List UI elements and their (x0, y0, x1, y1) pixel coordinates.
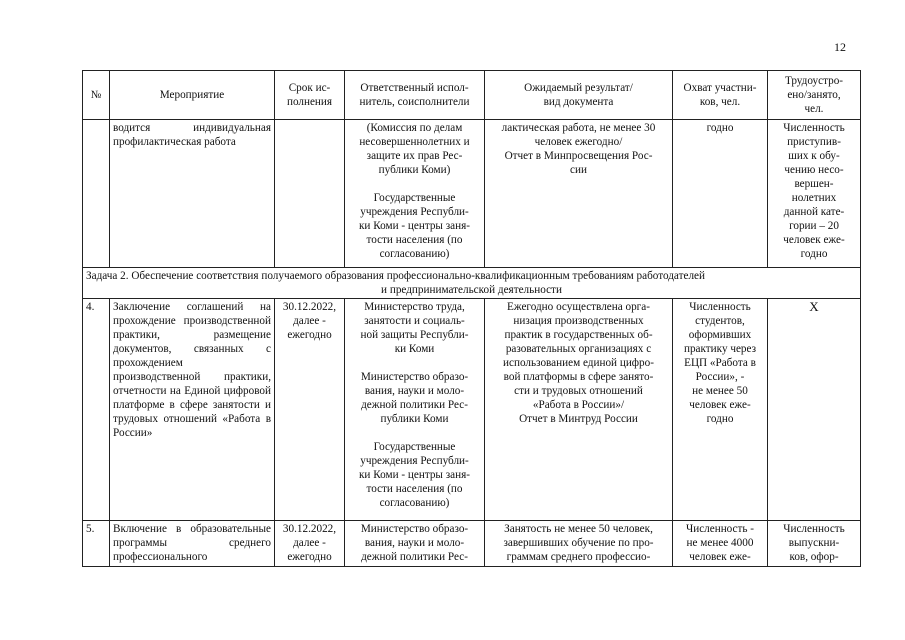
plan-table (82, 70, 861, 567)
page-number: 12 (834, 40, 846, 54)
cell-employed: Численность выпускни- ков, офор- (768, 521, 861, 567)
cell-result: Занятость не менее 50 человек, завершивших обучение по про- граммам среднего профессио- (485, 521, 673, 567)
cell-deadline: 30.12.2022, далее - ежегодно (275, 299, 345, 521)
cell-num (83, 120, 110, 268)
cell-employed: Численность приступив- ших к обу- чению несо- вершен- нолетних данной кате- гории – 20 человек еже- годно (768, 120, 861, 268)
header-result: Ожидаемый результат/ вид документа (485, 71, 673, 120)
cell-deadline: 30.12.2022, далее - ежегодно (275, 521, 345, 567)
cell-coverage: Численность - не менее 4000 человек еже- (673, 521, 768, 567)
cell-responsible: Министерство труда, занятости и социаль- ной защиты Республи- ки Коми Министерство образо- вания, науки и моло- дежной политики Рес- публики Коми Государственные учреждения Республи- ки Коми - центры заня- тости населения (по согласованию) (345, 299, 485, 521)
table-row-5 (83, 521, 861, 567)
cell-result: лактическая работа, не менее 30 человек ежегодно/ Отчет в Минпросвещения Рос- сии (485, 120, 673, 268)
task-heading (83, 268, 861, 299)
task-heading-line2: и предпринимательской деятельности (381, 284, 562, 296)
task-row (83, 268, 861, 299)
task-heading-line1: Задача 2. Обеспечение соответствия получаемого образования профессионально-квалификационным требованиям работодателей (86, 270, 705, 282)
cell-result: Ежегодно осуществлена орга- низация производственных практик в государственных об- разовательных организациях с использованием единой цифро- вой платформы в сфере занято- сти и трудовых отношений «Работа в России»/ Отчет в Минтруд России (485, 299, 673, 521)
table-header-row (83, 71, 861, 120)
header-employed: Трудоустро- ено/занято, чел. (768, 71, 861, 120)
table-row-4 (83, 299, 861, 521)
header-coverage: Охват участни- ков, чел. (673, 71, 768, 120)
cell-responsible: (Комиссия по делам несовершеннолетних и защите их прав Рес- публики Коми) Государственные учреждения Республи- ки Коми - центры заня- тости населения (по согласованию) (345, 120, 485, 268)
cell-event: Включение в образовательные программы среднего профессионального (110, 521, 275, 567)
cell-employed: Х (768, 299, 861, 521)
cell-event: Заключение соглашений на прохождение производственной практики, размещение документов, связанных с прохождением производственной практики, отчетности на Единой цифровой платформе в сфере занятости и трудовых отношений «Работа в России» (110, 299, 275, 521)
cell-num: 4. (83, 299, 110, 521)
header-deadline: Срок ис- полнения (275, 71, 345, 120)
header-event: Мероприятие (110, 71, 275, 120)
cell-deadline (275, 120, 345, 268)
cell-responsible: Министерство образо- вания, науки и моло- дежной политики Рес- (345, 521, 485, 567)
header-num: № (83, 71, 110, 120)
cell-event: водится индивидуальная профилактическая работа (110, 120, 275, 268)
cell-num: 5. (83, 521, 110, 567)
header-responsible: Ответственный испол- нитель, соисполнители (345, 71, 485, 120)
cell-coverage: Численность студентов, оформивших практику через ЕЦП «Работа в России», - не менее 50 человек еже- годно (673, 299, 768, 521)
cell-coverage: годно (673, 120, 768, 268)
table-row-continuation (83, 120, 861, 268)
